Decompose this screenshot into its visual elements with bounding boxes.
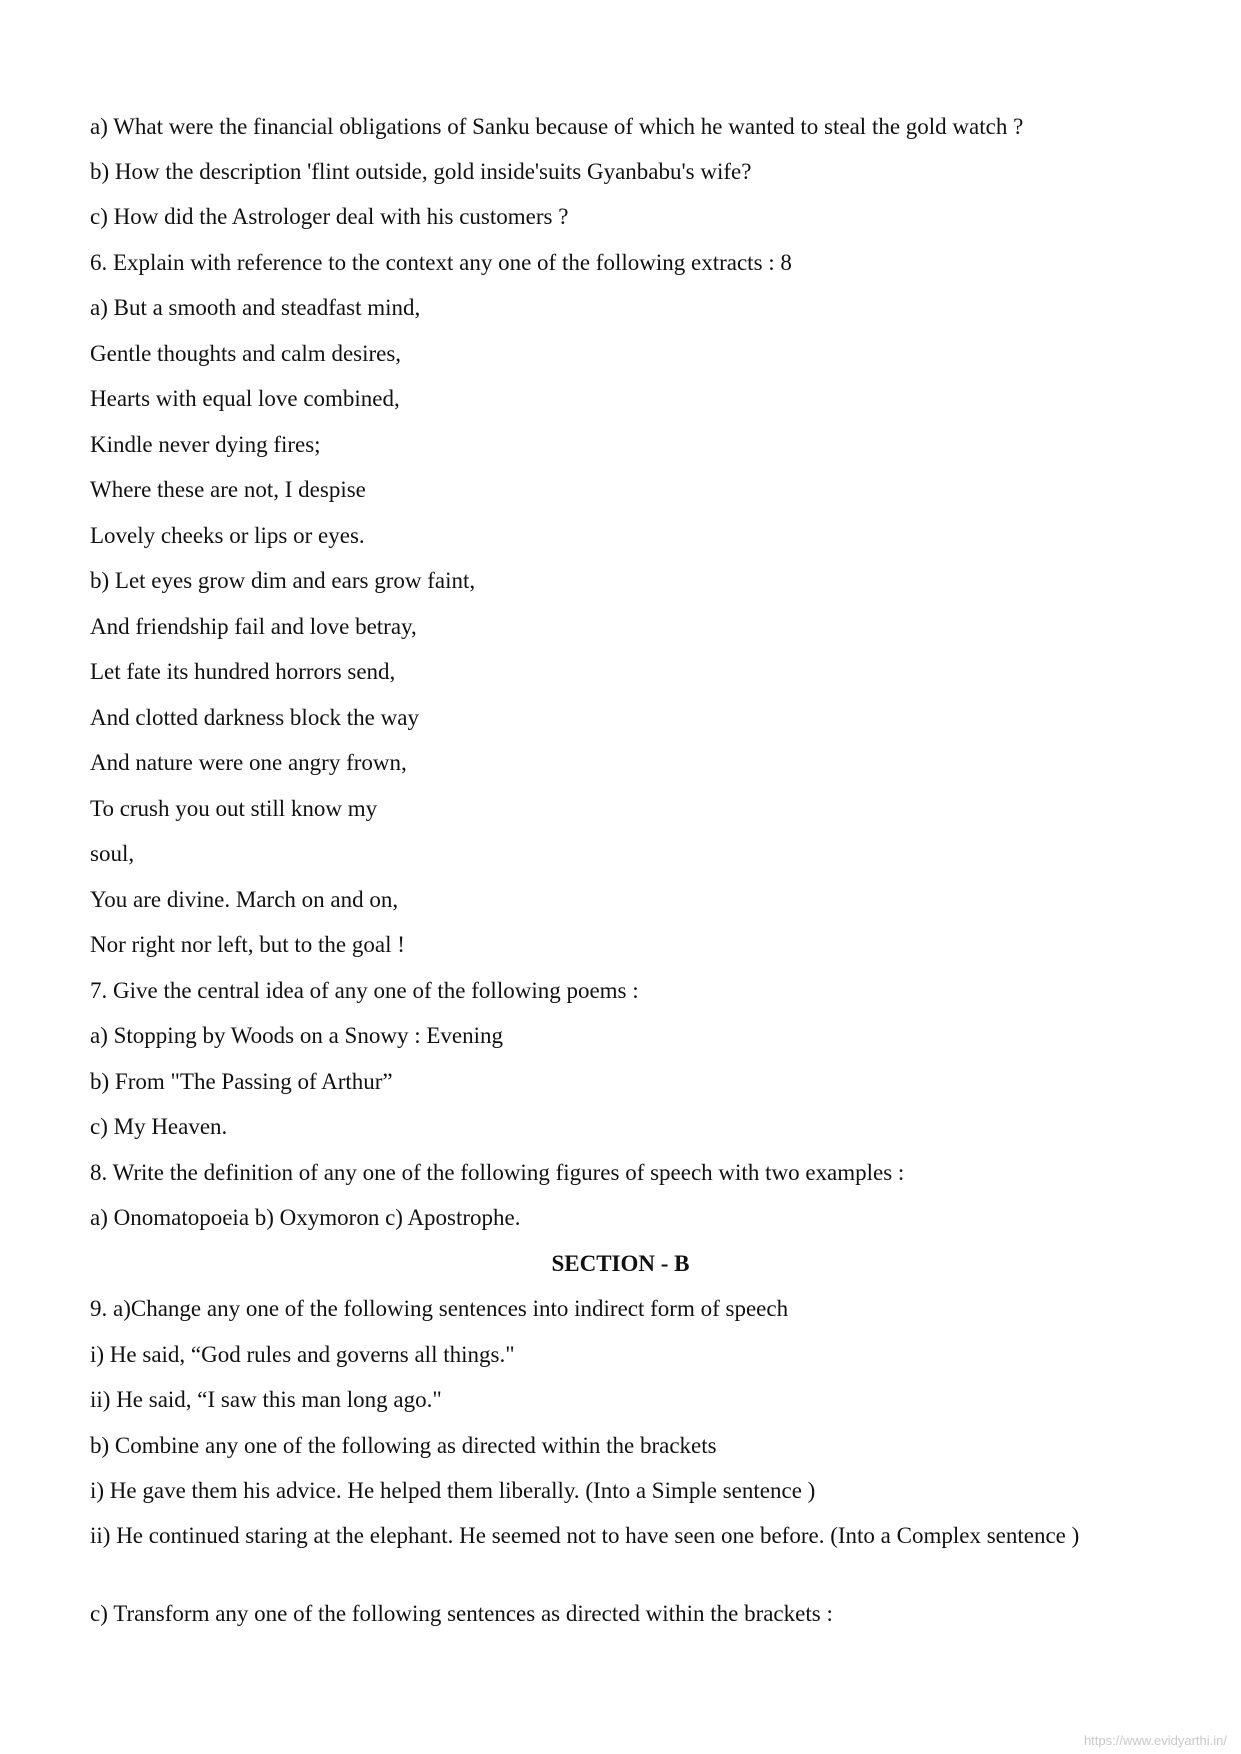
text-line: And nature were one angry frown, — [90, 750, 407, 775]
text-line: a) What were the financial obligations of Sanku because of which he wanted to steal the gold watch ? — [90, 114, 1024, 139]
text-line: c) Transform any one of the following sentences as directed within the brackets : — [90, 1601, 833, 1626]
text-line: Hearts with equal love combined, — [90, 386, 400, 411]
text-line: b) How the description 'flint outside, gold inside'suits Gyanbabu's wife? — [90, 159, 752, 184]
text-line: a) But a smooth and steadfast mind, — [90, 295, 421, 320]
text-line: Lovely cheeks or lips or eyes. — [90, 523, 365, 548]
text-line: b) Combine any one of the following as directed within the brackets — [90, 1433, 717, 1458]
text-line: ii) He said, “I saw this man long ago." — [90, 1387, 442, 1412]
text-line: ii) He continued staring at the elephant. He seemed not to have seen one before. (Into a Complex sentence ) — [90, 1523, 1080, 1548]
text-line: 6. Explain with reference to the context any one of the following extracts : 8 — [90, 250, 792, 275]
text-line: Gentle thoughts and calm desires, — [90, 341, 402, 366]
text-line: i) He gave them his advice. He helped them liberally. (Into a Simple sentence ) — [90, 1478, 816, 1503]
text-line: 7. Give the central idea of any one of the following poems : — [90, 978, 639, 1003]
text-line: And friendship fail and love betray, — [90, 614, 417, 639]
text-line: 9. a)Change any one of the following sentences into indirect form of speech — [90, 1296, 789, 1321]
text-line: And clotted darkness block the way — [90, 705, 419, 730]
text-line: i) He said, “God rules and governs all things." — [90, 1342, 515, 1367]
text-line: a) Onomatopoeia b) Oxymoron c) Apostrophe. — [90, 1205, 521, 1230]
text-line: Let fate its hundred horrors send, — [90, 659, 396, 684]
text-line: 8. Write the definition of any one of the following figures of speech with two examples : — [90, 1160, 905, 1185]
text-line: Where these are not, I despise — [90, 477, 366, 502]
text-line: Kindle never dying fires; — [90, 432, 321, 457]
text-line: b) Let eyes grow dim and ears grow faint, — [90, 568, 476, 593]
text-line: a) Stopping by Woods on a Snowy : Evening — [90, 1023, 503, 1048]
text-line: c) My Heaven. — [90, 1114, 228, 1139]
text-line: soul, — [90, 841, 135, 866]
text-line: Nor right nor left, but to the goal ! — [90, 932, 405, 957]
text-line: To crush you out still know my — [90, 796, 378, 821]
text-line: b) From "The Passing of Arthur” — [90, 1069, 393, 1094]
footer-url: https://www.evidyarthi.in/ — [1083, 1733, 1227, 1748]
section-heading: SECTION - B — [551, 1251, 690, 1276]
text-line: c) How did the Astrologer deal with his customers ? — [90, 204, 569, 229]
text-line: You are divine. March on and on, — [90, 887, 399, 912]
